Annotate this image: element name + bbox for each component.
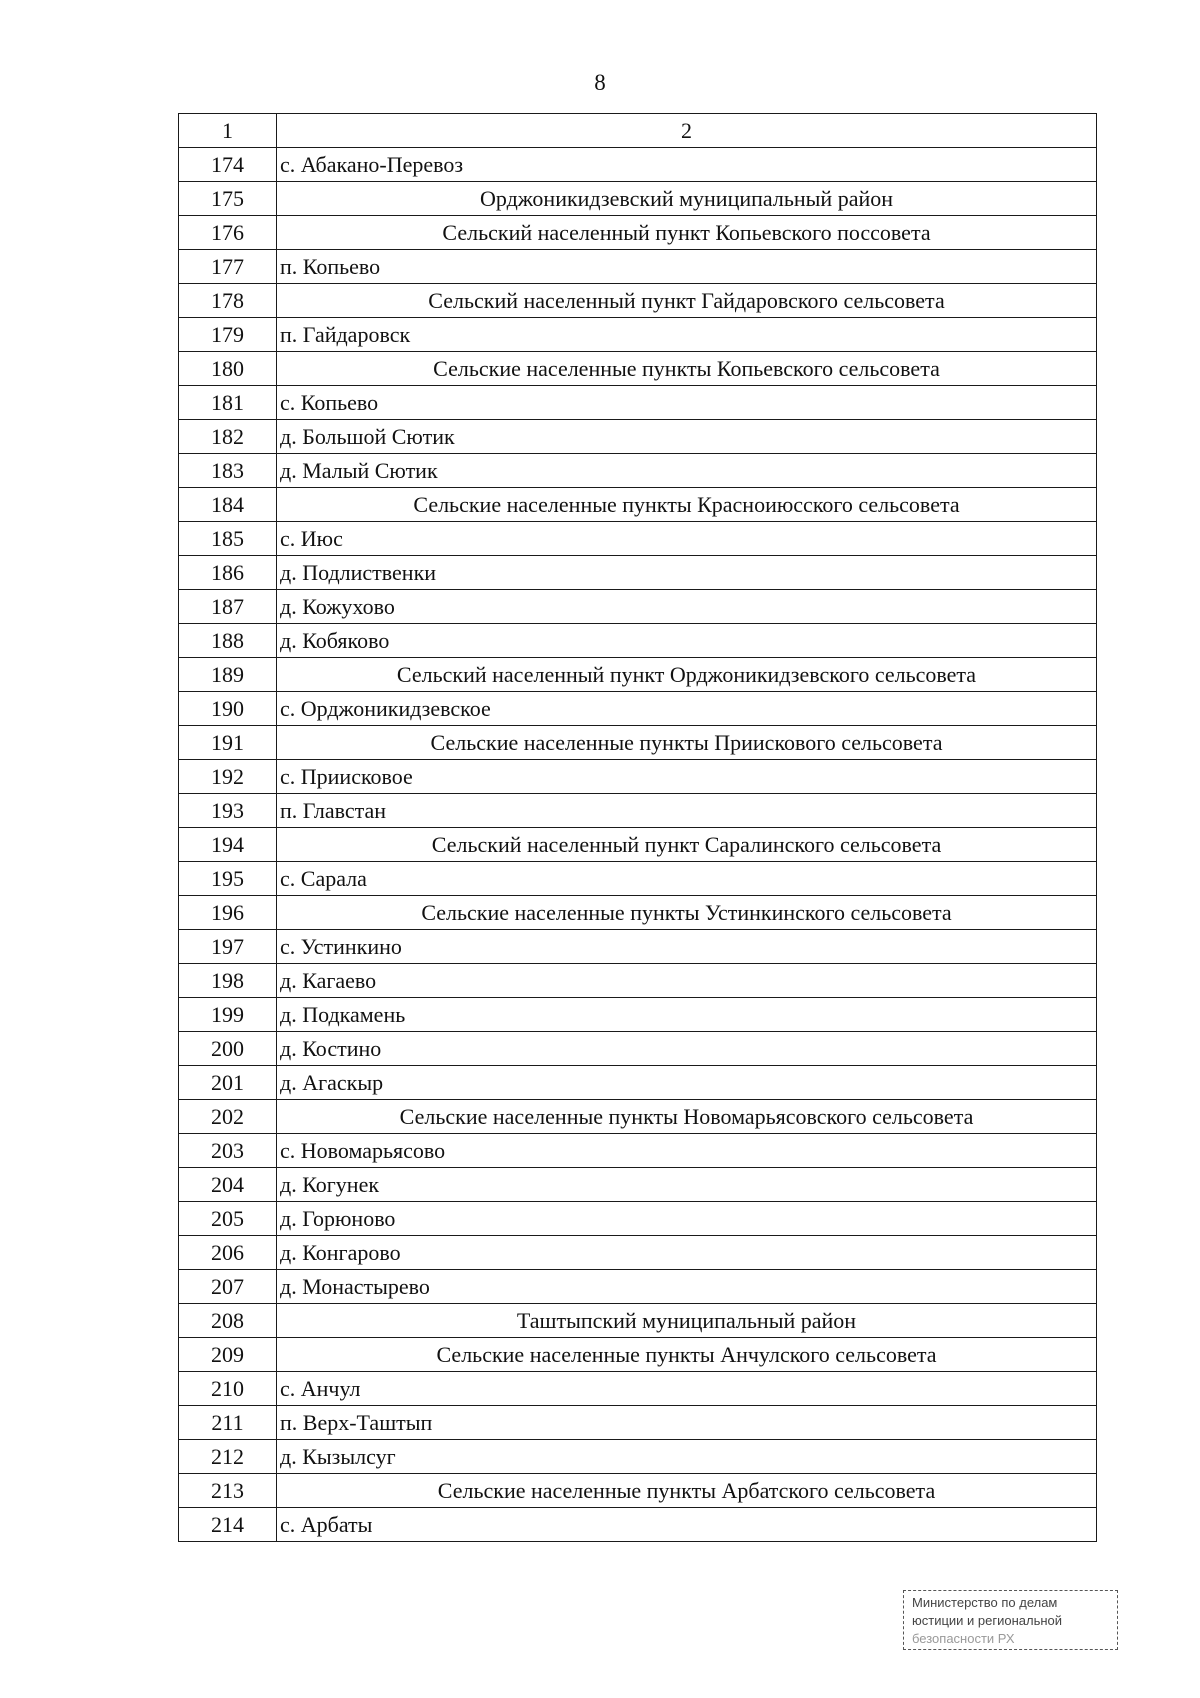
row-number-cell: 196 [179,896,277,930]
table-row [179,590,1097,624]
group-heading-cell: Сельские населенные пункты Устинкинского сельсовета [277,896,1097,930]
table-row [179,998,1097,1032]
table-row [179,148,1097,182]
row-number-cell: 180 [179,352,277,386]
table-group-row [179,828,1097,862]
table-group-row [179,216,1097,250]
table-row [179,318,1097,352]
row-number-cell: 195 [179,862,277,896]
table-group-row [179,726,1097,760]
table-row [179,1440,1097,1474]
registration-stamp [903,1590,1118,1650]
group-heading-cell: Сельские населенные пункты Копьевского сельсовета [277,352,1097,386]
stamp-line-2: юстиции и региональной [912,1613,1063,1628]
group-heading-cell: Сельский населенный пункт Копьевского поссовета [277,216,1097,250]
table-row [179,1134,1097,1168]
settlement-name-cell: д. Костино [277,1032,1097,1066]
table-row [179,1372,1097,1406]
settlement-name-cell: д. Большой Сютик [277,420,1097,454]
row-number-cell: 184 [179,488,277,522]
row-number-cell: 191 [179,726,277,760]
table-row [179,1066,1097,1100]
row-number-cell: 213 [179,1474,277,1508]
row-number-cell: 187 [179,590,277,624]
table-group-row [179,1304,1097,1338]
table-row [179,624,1097,658]
settlement-name-cell: с. Анчул [277,1372,1097,1406]
group-heading-cell: Сельские населенные пункты Красноиюсского сельсовета [277,488,1097,522]
settlement-name-cell: с. Сарала [277,862,1097,896]
page-number: 8 [594,70,606,95]
row-number-cell: 198 [179,964,277,998]
row-number-cell: 202 [179,1100,277,1134]
table-row [179,760,1097,794]
settlement-name-cell: с. Копьево [277,386,1097,420]
settlement-name-cell: д. Агаскыр [277,1066,1097,1100]
table-group-row [179,658,1097,692]
table-body [179,114,1097,1542]
stamp-line-1: Министерство по делам [912,1595,1058,1610]
group-heading-cell: Сельские населенные пункты Новомарьясовского сельсовета [277,1100,1097,1134]
row-number-cell: 209 [179,1338,277,1372]
table-row [179,250,1097,284]
row-number-cell: 197 [179,930,277,964]
settlement-name-cell: д. Конгарово [277,1236,1097,1270]
table-group-row [179,488,1097,522]
group-heading-cell: Сельский населенный пункт Орджоникидзевского сельсовета [277,658,1097,692]
row-number-cell: 210 [179,1372,277,1406]
settlement-name-cell: д. Кожухово [277,590,1097,624]
group-heading-cell: Орджоникидзевский муниципальный район [277,182,1097,216]
table-row [179,1406,1097,1440]
column-name-header: 2 [277,114,1097,148]
settlement-name-cell: д. Кызылсуг [277,1440,1097,1474]
table-row [179,1270,1097,1304]
group-heading-cell: Сельские населенные пункты Анчулского сельсовета [277,1338,1097,1372]
row-number-cell: 192 [179,760,277,794]
row-number-cell: 188 [179,624,277,658]
table-row [179,1236,1097,1270]
settlements-table [178,113,1097,1542]
settlement-name-cell: с. Июс [277,522,1097,556]
row-number-cell: 199 [179,998,277,1032]
table-row [179,862,1097,896]
row-number-cell: 189 [179,658,277,692]
table-group-row [179,1338,1097,1372]
table-row [179,556,1097,590]
row-number-cell: 174 [179,148,277,182]
row-number-cell: 182 [179,420,277,454]
table-row [179,386,1097,420]
row-number-cell: 212 [179,1440,277,1474]
settlement-name-cell: д. Малый Сютик [277,454,1097,488]
group-heading-cell: Сельские населенные пункты Приискового сельсовета [277,726,1097,760]
column-number-header: 1 [179,114,277,148]
settlement-name-cell: с. Абакано-Перевоз [277,148,1097,182]
table-row [179,1168,1097,1202]
settlement-name-cell: д. Когунек [277,1168,1097,1202]
settlement-name-cell: п. Гайдаровск [277,318,1097,352]
table-row [179,1508,1097,1542]
row-number-cell: 200 [179,1032,277,1066]
row-number-cell: 177 [179,250,277,284]
stamp-line-3: безопасности РХ [912,1631,1015,1646]
row-number-cell: 190 [179,692,277,726]
settlement-name-cell: с. Орджоникидзевское [277,692,1097,726]
table-row [179,454,1097,488]
group-heading-cell: Сельские населенные пункты Арбатского сельсовета [277,1474,1097,1508]
settlement-name-cell: д. Кагаево [277,964,1097,998]
table-row [179,1032,1097,1066]
row-number-cell: 178 [179,284,277,318]
row-number-cell: 201 [179,1066,277,1100]
row-number-cell: 194 [179,828,277,862]
settlement-name-cell: д. Монастырево [277,1270,1097,1304]
group-heading-cell: Сельский населенный пункт Гайдаровского сельсовета [277,284,1097,318]
settlement-name-cell: п. Главстан [277,794,1097,828]
row-number-cell: 205 [179,1202,277,1236]
table-row [179,930,1097,964]
row-number-cell: 204 [179,1168,277,1202]
settlement-name-cell: с. Устинкино [277,930,1097,964]
settlement-name-cell: п. Копьево [277,250,1097,284]
table-group-row [179,896,1097,930]
table-group-row [179,284,1097,318]
table-row [179,964,1097,998]
row-number-cell: 203 [179,1134,277,1168]
table-group-row [179,1474,1097,1508]
row-number-cell: 211 [179,1406,277,1440]
row-number-cell: 207 [179,1270,277,1304]
settlement-name-cell: п. Верх-Таштып [277,1406,1097,1440]
group-heading-cell: Таштыпский муниципальный район [277,1304,1097,1338]
settlement-name-cell: д. Подлиственки [277,556,1097,590]
table-row [179,1202,1097,1236]
group-heading-cell: Сельский населенный пункт Саралинского сельсовета [277,828,1097,862]
row-number-cell: 183 [179,454,277,488]
settlement-name-cell: д. Горюново [277,1202,1097,1236]
settlement-name-cell: с. Арбаты [277,1508,1097,1542]
row-number-cell: 193 [179,794,277,828]
settlement-name-cell: с. Новомарьясово [277,1134,1097,1168]
table-row [179,692,1097,726]
table-row [179,794,1097,828]
settlement-name-cell: д. Подкамень [277,998,1097,1032]
row-number-cell: 214 [179,1508,277,1542]
row-number-cell: 186 [179,556,277,590]
table-group-row [179,352,1097,386]
row-number-cell: 179 [179,318,277,352]
table-group-row [179,182,1097,216]
table-header-row [179,114,1097,148]
row-number-cell: 175 [179,182,277,216]
row-number-cell: 181 [179,386,277,420]
table-row [179,420,1097,454]
row-number-cell: 206 [179,1236,277,1270]
row-number-cell: 185 [179,522,277,556]
table-row [179,522,1097,556]
row-number-cell: 208 [179,1304,277,1338]
table-group-row [179,1100,1097,1134]
row-number-cell: 176 [179,216,277,250]
settlement-name-cell: с. Приисковое [277,760,1097,794]
settlement-name-cell: д. Кобяково [277,624,1097,658]
